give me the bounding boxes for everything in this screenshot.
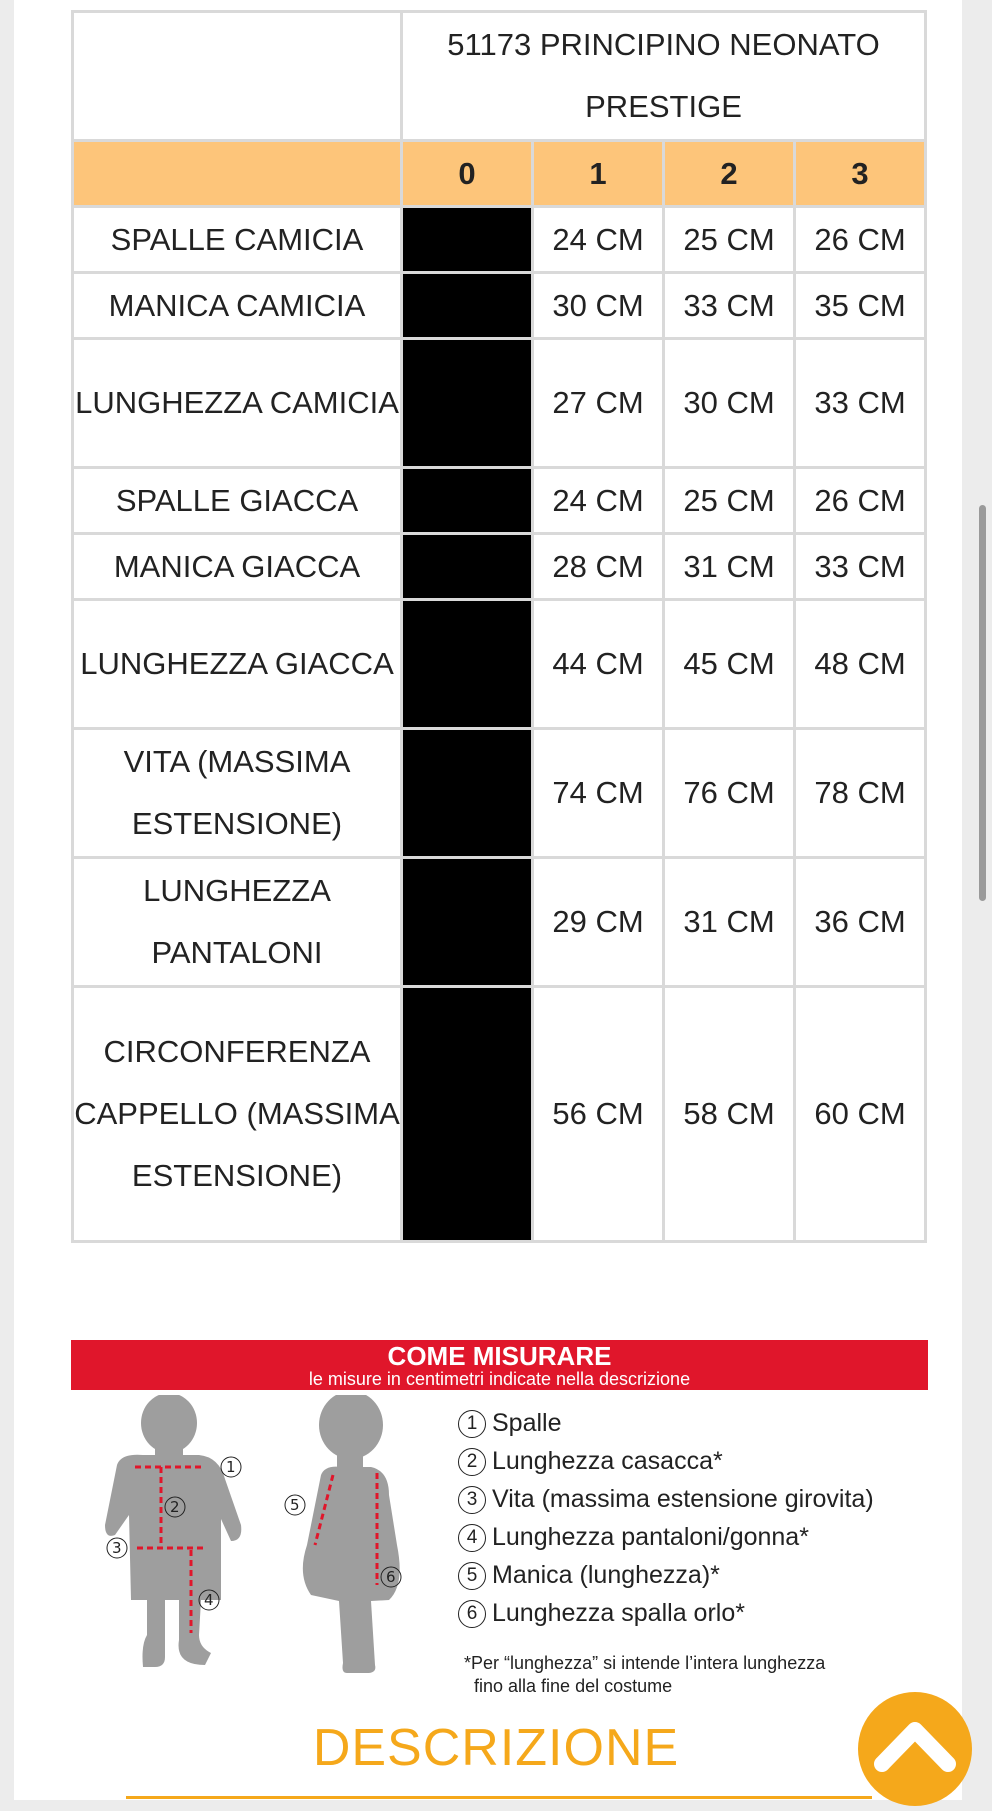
how-to-measure-banner bbox=[71, 1340, 928, 1390]
table-cell: 26 CM bbox=[795, 207, 926, 273]
unavailable-cell bbox=[402, 534, 533, 600]
row-label: CIRCONFERENZA CAPPELLO (MASSIMA ESTENSIONE) bbox=[73, 987, 402, 1242]
table-row bbox=[73, 468, 926, 534]
row-label: LUNGHEZZA CAMICIA bbox=[73, 339, 402, 468]
measure-legend bbox=[458, 1404, 874, 1632]
product-title: 51173 PRINCIPINO NEONATO PRESTIGE bbox=[402, 12, 926, 141]
size-header-1: 1 bbox=[533, 141, 664, 207]
row-label: MANICA CAMICIA bbox=[73, 273, 402, 339]
table-cell: 78 CM bbox=[795, 729, 926, 858]
table-row bbox=[73, 729, 926, 858]
row-label: VITA (MASSIMA ESTENSIONE) bbox=[73, 729, 402, 858]
legend-item: 2 Lunghezza casacca* bbox=[458, 1442, 874, 1480]
size-header-empty bbox=[73, 141, 402, 207]
table-row bbox=[73, 987, 926, 1242]
unavailable-cell bbox=[402, 339, 533, 468]
size-table bbox=[71, 10, 927, 1243]
legend-item: 5 Manica (lunghezza)* bbox=[458, 1556, 874, 1594]
chevron-up-icon bbox=[858, 1692, 972, 1806]
table-cell: 24 CM bbox=[533, 468, 664, 534]
legend-item: 3 Vita (massima estensione girovita) bbox=[458, 1480, 874, 1518]
table-row bbox=[73, 207, 926, 273]
table-row bbox=[73, 600, 926, 729]
size-header-3: 3 bbox=[795, 141, 926, 207]
table-cell: 74 CM bbox=[533, 729, 664, 858]
table-cell: 25 CM bbox=[664, 207, 795, 273]
scrollbar[interactable] bbox=[979, 505, 986, 901]
unavailable-cell bbox=[402, 858, 533, 987]
unavailable-cell bbox=[402, 600, 533, 729]
table-corner-cell bbox=[73, 12, 402, 141]
table-cell: 60 CM bbox=[795, 987, 926, 1242]
scroll-to-top-button[interactable] bbox=[858, 1692, 972, 1806]
svg-text:4: 4 bbox=[204, 1591, 214, 1609]
unavailable-cell bbox=[402, 729, 533, 858]
table-cell: 31 CM bbox=[664, 858, 795, 987]
table-cell: 33 CM bbox=[664, 273, 795, 339]
table-cell: 28 CM bbox=[533, 534, 664, 600]
table-cell: 58 CM bbox=[664, 987, 795, 1242]
svg-text:6: 6 bbox=[386, 1568, 396, 1586]
unavailable-cell bbox=[402, 987, 533, 1242]
table-cell: 56 CM bbox=[533, 987, 664, 1242]
legend-item: 6 Lunghezza spalla orlo* bbox=[458, 1594, 874, 1632]
description-heading: DESCRIZIONE bbox=[312, 1719, 680, 1777]
unavailable-cell bbox=[402, 207, 533, 273]
table-cell: 31 CM bbox=[664, 534, 795, 600]
how-to-measure-title: COME MISURARE bbox=[387, 1341, 612, 1371]
table-cell: 26 CM bbox=[795, 468, 926, 534]
unavailable-cell bbox=[402, 273, 533, 339]
legend-item: 1 Spalle bbox=[458, 1404, 874, 1442]
row-label: LUNGHEZZA PANTALONI bbox=[73, 858, 402, 987]
child-measure-figures bbox=[71, 1395, 441, 1705]
how-to-measure-subtitle: le misure in centimetri indicate nella descrizione bbox=[308, 1369, 691, 1389]
table-cell: 33 CM bbox=[795, 339, 926, 468]
svg-text:2: 2 bbox=[170, 1498, 180, 1516]
table-cell: 36 CM bbox=[795, 858, 926, 987]
child-front-figure bbox=[105, 1395, 241, 1667]
table-cell: 25 CM bbox=[664, 468, 795, 534]
table-cell: 30 CM bbox=[664, 339, 795, 468]
table-cell: 45 CM bbox=[664, 600, 795, 729]
table-row bbox=[73, 273, 926, 339]
table-cell: 48 CM bbox=[795, 600, 926, 729]
table-cell: 35 CM bbox=[795, 273, 926, 339]
table-cell: 33 CM bbox=[795, 534, 926, 600]
unavailable-cell bbox=[402, 468, 533, 534]
how-to-measure-panel bbox=[71, 1340, 928, 1705]
table-cell: 30 CM bbox=[533, 273, 664, 339]
table-cell: 76 CM bbox=[664, 729, 795, 858]
table-row bbox=[73, 534, 926, 600]
size-header-0: 0 bbox=[402, 141, 533, 207]
table-row bbox=[73, 339, 926, 468]
size-header-2: 2 bbox=[664, 141, 795, 207]
length-note: *Per “lunghezza” si intende l’intera lunghezza fino alla fine del costume bbox=[464, 1653, 826, 1696]
table-cell: 24 CM bbox=[533, 207, 664, 273]
row-label: SPALLE CAMICIA bbox=[73, 207, 402, 273]
table-row bbox=[73, 858, 926, 987]
legend-item: 4 Lunghezza pantaloni/gonna* bbox=[458, 1518, 874, 1556]
table-cell: 29 CM bbox=[533, 858, 664, 987]
table-cell: 27 CM bbox=[533, 339, 664, 468]
row-label: MANICA GIACCA bbox=[73, 534, 402, 600]
svg-text:1: 1 bbox=[226, 1458, 236, 1476]
row-label: LUNGHEZZA GIACCA bbox=[73, 600, 402, 729]
table-cell: 44 CM bbox=[533, 600, 664, 729]
row-label: SPALLE GIACCA bbox=[73, 468, 402, 534]
svg-text:3: 3 bbox=[112, 1539, 122, 1557]
svg-text:5: 5 bbox=[290, 1496, 300, 1514]
description-divider bbox=[126, 1796, 872, 1799]
